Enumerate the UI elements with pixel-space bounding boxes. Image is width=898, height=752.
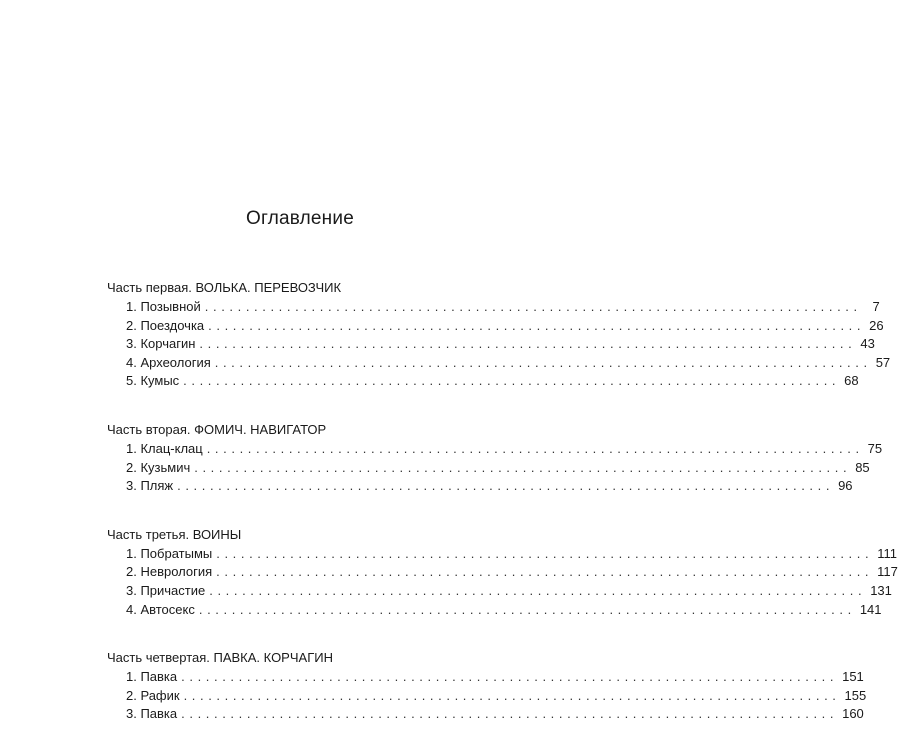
dot-leader: ................................................................................ [206,440,864,456]
toc-entry[interactable] [126,545,897,564]
toc-entry[interactable] [126,335,875,354]
entry-label: 1. Позывной [126,299,201,314]
entry-page-number: 75 [867,440,883,456]
toc-entry[interactable] [126,705,864,724]
toc-entry[interactable] [126,687,867,706]
toc-entry[interactable] [126,601,882,620]
toc-entry[interactable] [126,298,880,317]
entry-label: 3. Причастие [126,582,206,598]
dot-leader: ................................................................................ [194,459,852,475]
entry-label: 1. Клац-клац [126,440,203,456]
part-entries [126,545,898,619]
entry-page-number: 43 [860,336,875,352]
toc-entry[interactable] [126,459,870,478]
entry-page-number: 85 [855,459,870,475]
entry-label: 1. Павка [126,669,178,685]
toc-part-4 [107,647,867,724]
toc-entry[interactable] [126,317,884,336]
toc-part-1 [107,277,891,391]
part-title: Часть третья. ВОИНЫ [107,526,242,542]
toc-title: Оглавление [246,208,354,229]
dot-leader: ................................................................................ [181,669,839,685]
dot-leader: ................................................................................ [177,478,835,494]
entry-page-number: 96 [838,478,853,494]
toc-entry[interactable] [126,668,864,687]
toc-part-3 [107,524,898,619]
entry-page-number: 117 [877,564,898,580]
toc-entry[interactable] [126,582,892,601]
entry-page-number: 141 [859,601,882,617]
dot-leader: ................................................................................ [183,687,841,703]
entry-label: 3. Корчагин [126,336,196,352]
entry-page-number: 151 [842,669,864,685]
entry-label: 1. Побратымы [126,545,213,561]
dot-leader: ................................................................................ [208,317,866,333]
dot-leader: ................................................................................ [181,706,839,722]
dot-leader: ................................................................................ [209,582,867,598]
part-entries [126,668,867,724]
part-title: Часть первая. ВОЛЬКА. ПЕРЕВОЗЧИК [107,280,342,295]
dot-leader: ................................................................................ [199,336,857,352]
part-title: Часть четвертая. ПАВКА. КОРЧАГИН [107,650,333,666]
toc-parts [107,277,898,752]
entry-page-number: 131 [870,582,892,598]
toc-entry[interactable] [126,563,898,582]
entry-page-number: 26 [869,317,884,333]
entry-label: 2. Кузьмич [126,459,191,475]
dot-leader: ................................................................................ [216,545,874,561]
toc-entry[interactable] [126,354,891,373]
toc-entry[interactable] [126,477,853,496]
entry-page-number: 68 [844,373,859,389]
toc-entry[interactable] [126,440,883,459]
dot-leader: ................................................................................ [198,601,856,617]
dot-leader: ................................................................................ [216,564,874,580]
entry-label: 2. Рафик [126,687,180,703]
dot-leader: ................................................................................ [183,373,841,389]
part-title: Часть вторая. ФОМИЧ. НАВИГАТОР [107,421,327,437]
part-entries [126,440,883,496]
part-entries [126,298,891,391]
entry-label: 3. Пляж [126,478,174,494]
entry-label: 4. Археология [126,354,211,370]
entry-page-number: 7 [872,299,880,314]
entry-page-number: 111 [877,545,897,561]
entry-page-number: 160 [842,706,864,722]
entry-label: 5. Кумыс [126,373,180,389]
entry-page-number: 155 [844,687,867,703]
dot-leader: ................................................................................ [214,354,872,370]
entry-label: 2. Неврология [126,564,213,580]
entry-label: 2. Поездочка [126,317,205,333]
toc-part-2 [107,419,883,496]
entry-page-number: 57 [875,354,891,370]
toc-entry[interactable] [126,372,859,391]
entry-label: 4. Автосекс [126,601,195,617]
entry-label: 3. Павка [126,706,178,722]
dot-leader: ................................................................................ [204,299,862,314]
